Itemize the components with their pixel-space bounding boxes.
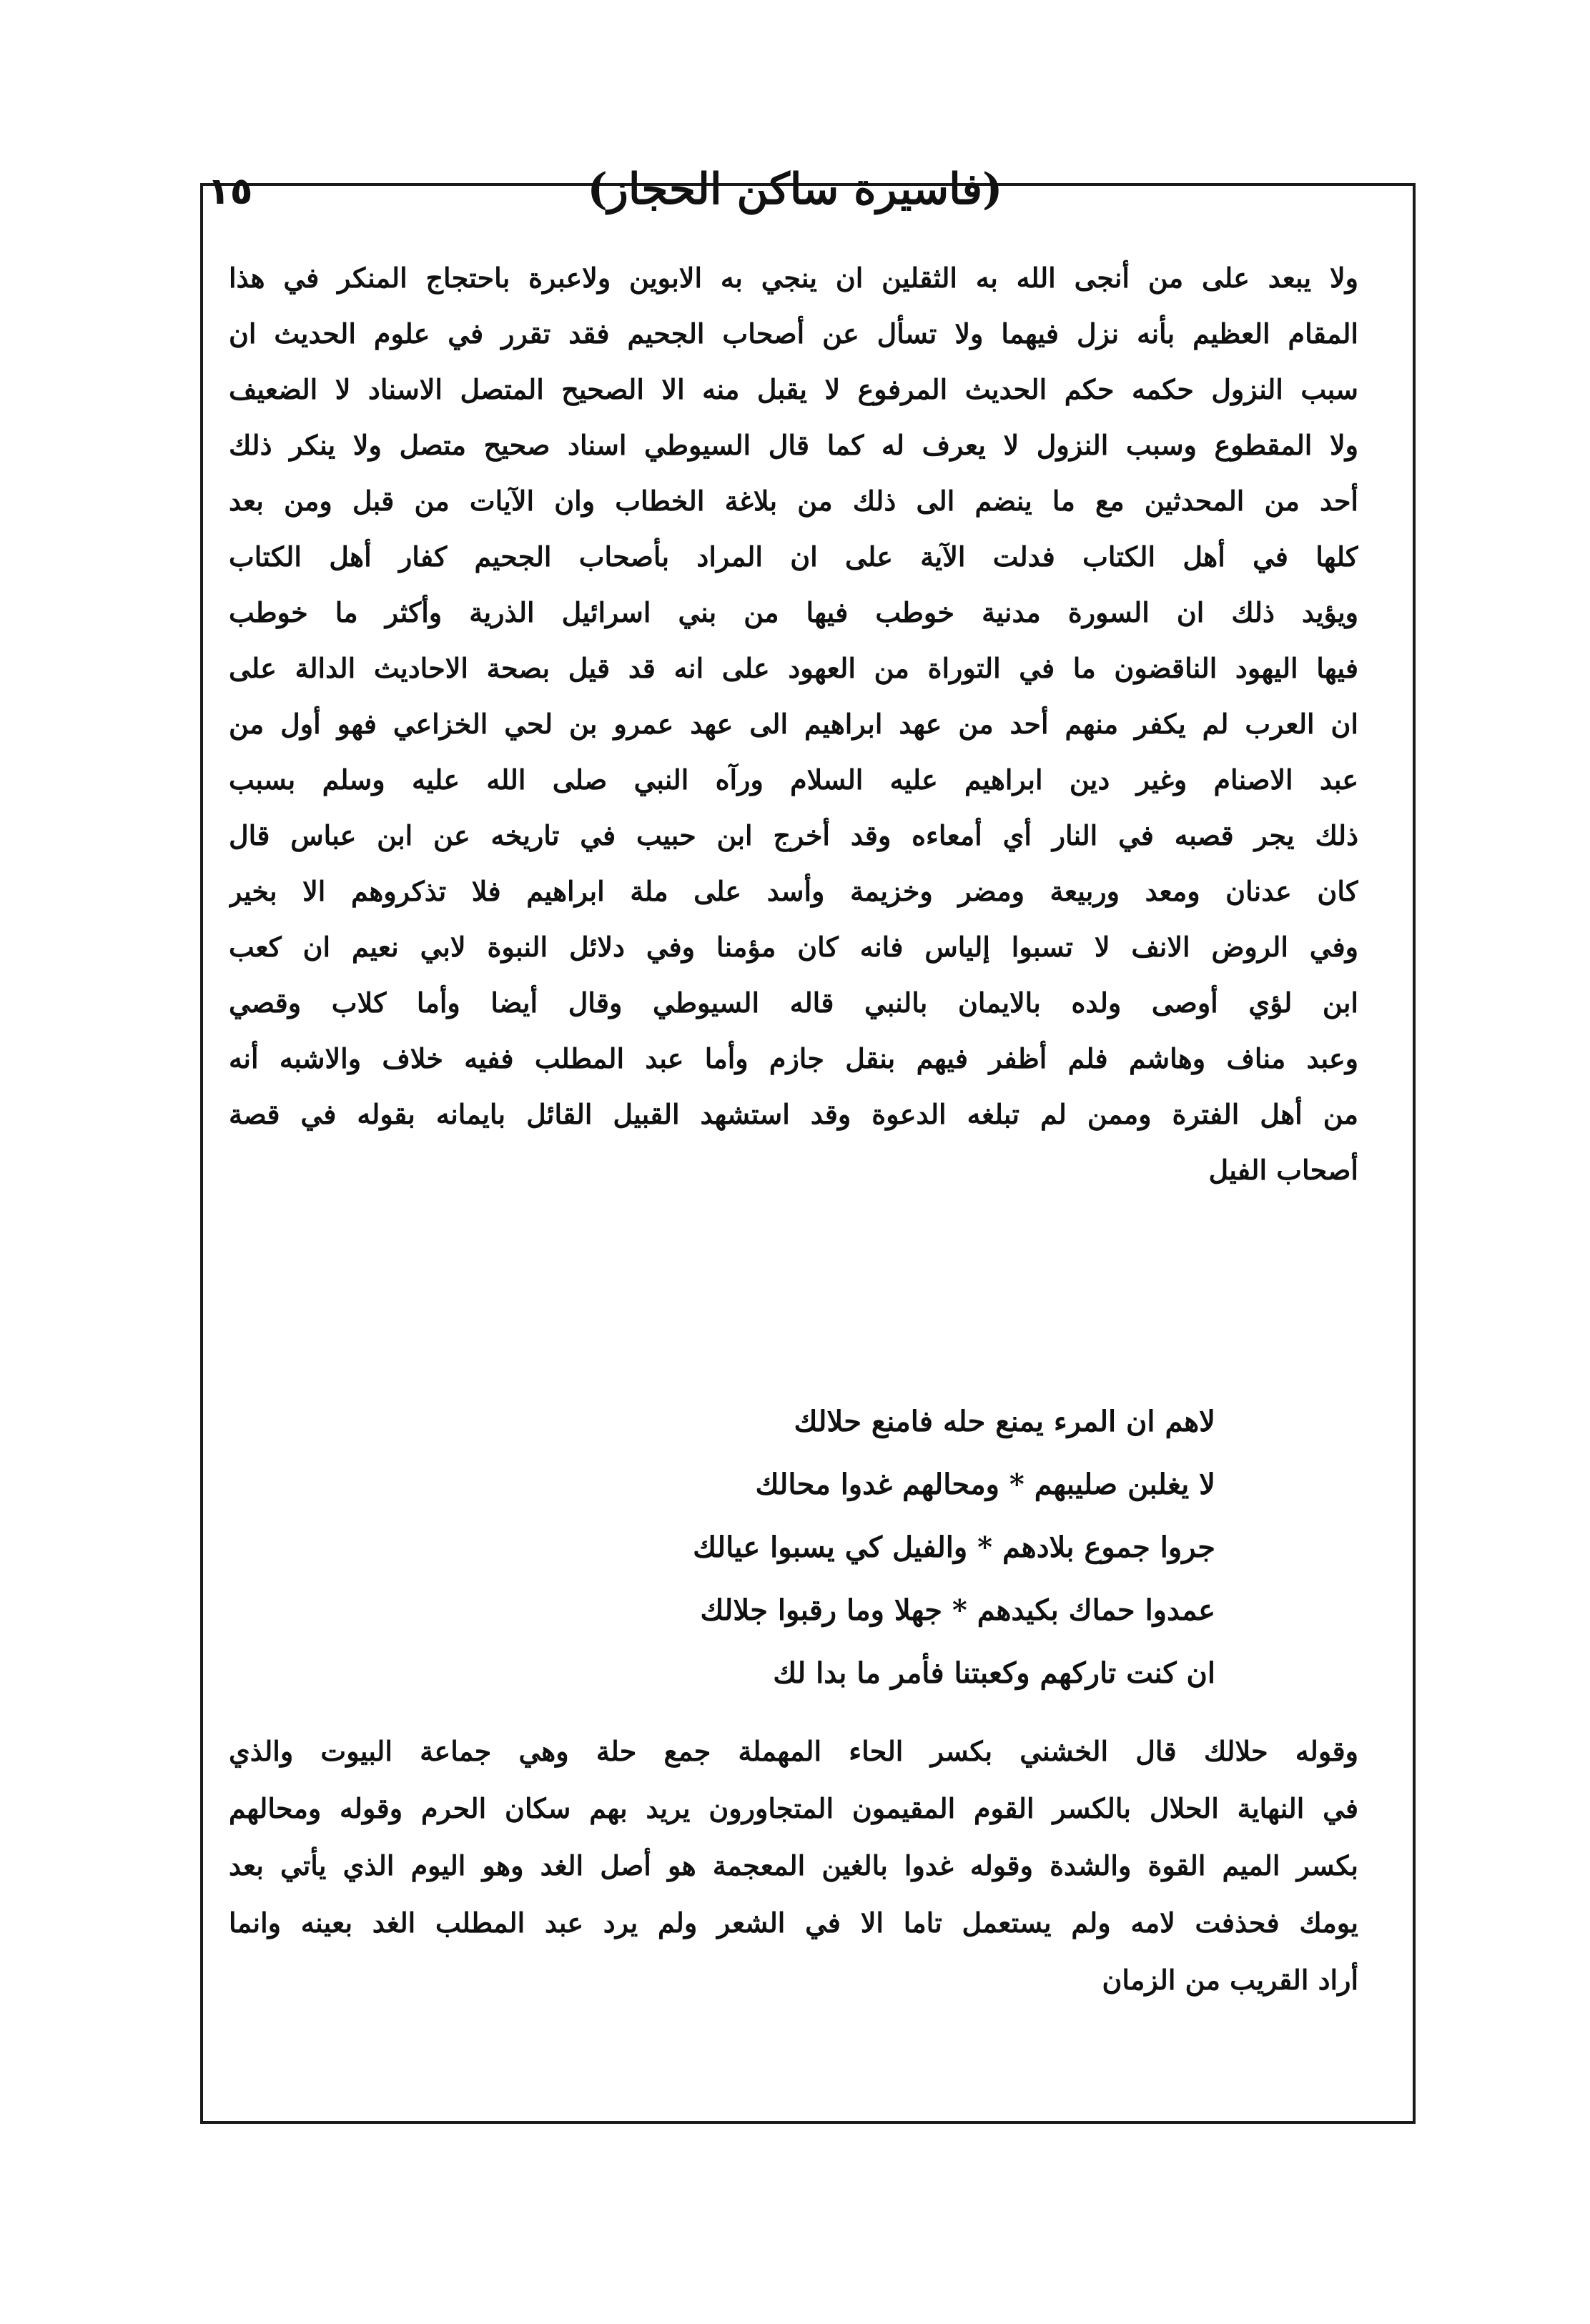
poem-verse: لا يغلبن صليبهم * ومحالهم غدوا محالك bbox=[755, 1468, 1215, 1501]
text-line: أحد من المحدثين مع ما ينضم الى ذلك من بلاغة الخطاب وان الآيات من قبل ومن بعد bbox=[229, 485, 1358, 517]
text-line: من أهل الفترة وممن لم تبلغه الدعوة وقد استشهد القبيل القائل بايمانه بقوله في قصة bbox=[229, 1098, 1358, 1130]
page-header bbox=[0, 157, 1590, 243]
commentary-paragraph bbox=[229, 1723, 1358, 2009]
text-line: ويؤيد ذلك ان السورة مدنية خوطب فيها من بني اسرائيل الذرية وأكثر ما خوطب bbox=[229, 596, 1358, 628]
text-line: وقوله حلالك قال الخشني بكسر الحاء المهملة جمع حلة وهي جماعة البيوت والذي bbox=[229, 1735, 1358, 1767]
poem-block bbox=[586, 1390, 1215, 1705]
text-line: ولا المقطوع وسبب النزول لا يعرف له كما قال السيوطي اسناد صحيح متصل ولا ينكر ذلك bbox=[229, 429, 1358, 461]
text-line: ان العرب لم يكفر منهم أحد من عهد ابراهيم الى عهد عمرو بن لحي الخزاعي فهو أول من bbox=[229, 708, 1358, 740]
text-line: عبد الاصنام وغير دين ابراهيم عليه السلام ورآه النبي صلى الله عليه وسلم بسبب bbox=[229, 763, 1358, 796]
text-line: ذلك يجر قصبه في النار أي أمعاءه وقد أخرج ابن حبيب في تاريخه عن ابن عباس قال bbox=[229, 819, 1358, 851]
main-paragraph bbox=[229, 250, 1358, 1198]
text-line: ولا يبعد على من أنجى الله به الثقلين ان ينجي به الابوين ولاعبرة باحتجاج المنكر في هذا bbox=[229, 262, 1358, 294]
poem-verse: عمدوا حماك بكيدهم * جهلا وما رقبوا جلالك bbox=[700, 1593, 1215, 1627]
text-line: أراد القريب من الزمان bbox=[1102, 1964, 1358, 1996]
text-line: فيها اليهود الناقضون ما في التوراة من العهود على انه قد قيل بصحة الاحاديث الدالة على bbox=[229, 652, 1358, 684]
text-line: وفي الروض الانف لا تسبوا إلياس فانه كان مؤمنا وفي دلائل النبوة لابي نعيم ان كعب bbox=[229, 931, 1358, 963]
poem-verse: جروا جموع بلادهم * والفيل كي يسبوا عيالك bbox=[693, 1531, 1215, 1564]
text-line: أصحاب الفيل bbox=[1208, 1154, 1358, 1186]
running-title: (فاسيرة ساكن الحجاز) bbox=[587, 164, 1003, 214]
text-line: المقام العظيم بأنه نزل فيهما ولا تسأل عن أصحاب الجحيم فقد تقرر في علوم الحديث ان bbox=[229, 317, 1358, 350]
text-line: سبب النزول حكمه حكم الحديث المرفوع لا يقبل منه الا الصحيح المتصل الاسناد لا الضعيف bbox=[229, 373, 1358, 405]
text-line: كلها في أهل الكتاب فدلت الآية على ان المراد بأصحاب الجحيم كفار أهل الكتاب bbox=[229, 540, 1358, 573]
text-line: ابن لؤي أوصى ولده بالايمان بالنبي قاله السيوطي وقال أيضا وأما كلاب وقصي bbox=[229, 987, 1358, 1019]
text-line: كان عدنان ومعد وربيعة ومضر وخزيمة وأسد على ملة ابراهيم فلا تذكروهم الا بخير bbox=[229, 875, 1358, 907]
text-line: وعبد مناف وهاشم فلم أظفر فيهم بنقل جازم وأما عبد المطلب ففيه خلاف والاشبه أنه bbox=[229, 1042, 1358, 1074]
text-line: بكسر الميم القوة والشدة وقوله غدوا بالغين المعجمة هو أصل الغد وهو اليوم الذي يأتي بعد bbox=[229, 1849, 1358, 1882]
poem-verse: لاهم ان المرء يمنع حله فامنع حلالك bbox=[794, 1405, 1215, 1438]
poem-verse: ان كنت تاركهم وكعبتنا فأمر ما بدا لك bbox=[773, 1656, 1215, 1690]
text-line: يومك فحذفت لامه ولم يستعمل تاما الا في الشعر ولم يرد عبد المطلب الغد بعينه وانما bbox=[229, 1907, 1358, 1939]
text-line: في النهاية الحلال بالكسر القوم المقيمون المتجاورون يريد بهم سكان الحرم وقوله ومحالهم bbox=[229, 1792, 1358, 1824]
page-number: ١٥ bbox=[207, 170, 253, 213]
